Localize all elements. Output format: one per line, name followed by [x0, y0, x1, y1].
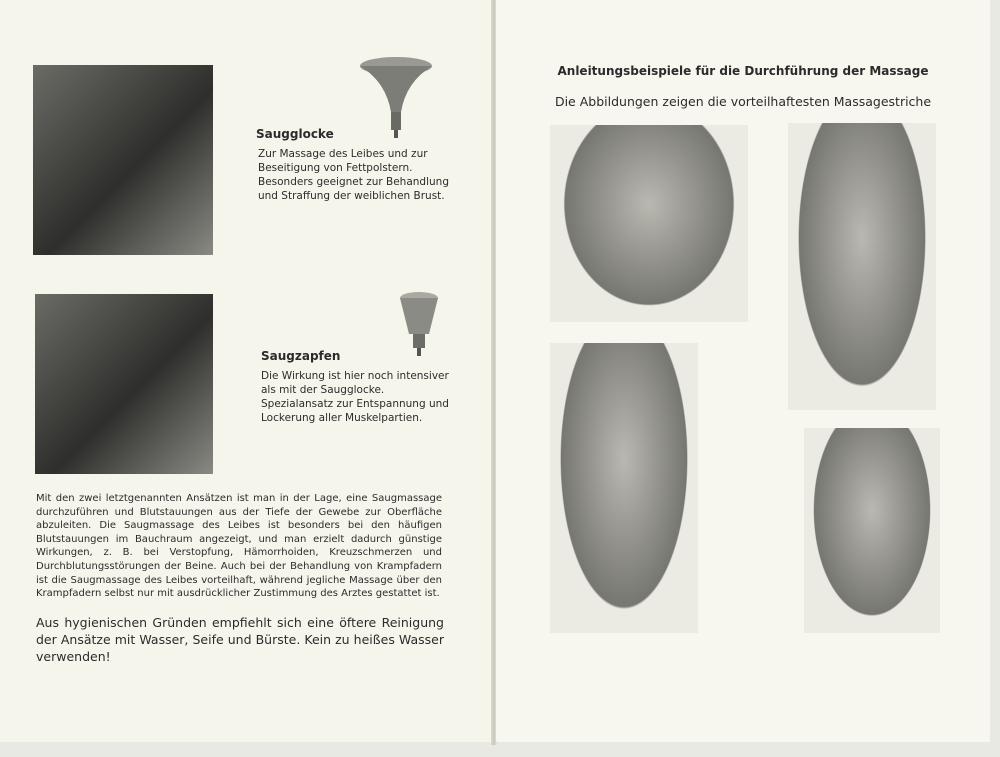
- desc-line: Besonders geeignet zur Behandlung: [258, 176, 449, 188]
- desc-line: als mit der Saugglocke.: [261, 384, 385, 396]
- instructions-heading: Anleitungsbeispiele für die Durchführung der Massage: [557, 64, 929, 78]
- saugglocke-attachment-icon: [356, 52, 436, 142]
- desc-line: und Straffung der weiblichen Brust.: [258, 190, 445, 202]
- front-torso-massage-figure: [788, 123, 936, 410]
- hygiene-note: Aus hygienischen Gründen empfiehlt sich eine öftere Reinigung der Ansätze mit Wasser, Seife und Bürste. Kein zu heißes Wasser verwenden!: [36, 615, 444, 664]
- saugzapfen-title: Saugzapfen: [261, 349, 341, 363]
- saugzapfen-attachment-icon: [396, 290, 442, 360]
- saugglocke-description: [258, 147, 449, 203]
- desc-line: Lockerung aller Muskelpartien.: [261, 412, 423, 424]
- desc-line: Die Wirkung ist hier noch intensiver: [261, 370, 449, 382]
- photo-saugglocke-use: [33, 65, 213, 255]
- instructions-subheading: Die Abbildungen zeigen die vorteilhaftesten Massagestriche: [554, 94, 932, 109]
- saugmassage-paragraph: Mit den zwei letztgenannten Ansätzen ist man in der Lage, eine Saugmassage durchzuführen und Blutstauungen aus der Tiefe der Gewebe zur Oberfläche abzuleiten. Die Saugmassage des Leibes ist besonders bei den häufigen Blutstauungen im Bauchraum angezeigt, und man erzielt dadurch günstige Wirkungen, z. B. bei Verstopfung, Hämorrhoiden, Kreuzschmerzen und Durchblutungsstörungen der Beine. Auch bei der Behandlung von Krampfadern ist die Saugmassage des Leibes vorteilhaft, während jegliche Massage über den Krampfadern selbst nur mit ausdrücklicher Zustimmung des Arztes gestattet ist.: [36, 493, 442, 600]
- desc-line: Zur Massage des Leibes und zur: [258, 148, 428, 160]
- back-massage-figure: [550, 343, 698, 633]
- right-page: [496, 0, 990, 742]
- saugzapfen-description: [261, 369, 449, 425]
- face-massage-figure: [550, 125, 748, 322]
- photo-saugzapfen-use: [35, 294, 213, 474]
- desc-line: Beseitigung von Fettpolstern.: [258, 162, 413, 174]
- saugglocke-title: Saugglocke: [256, 127, 334, 141]
- desc-line: Spezialansatz zur Entspannung und: [261, 398, 449, 410]
- left-page: [0, 0, 492, 742]
- neck-massage-figure: [804, 428, 940, 633]
